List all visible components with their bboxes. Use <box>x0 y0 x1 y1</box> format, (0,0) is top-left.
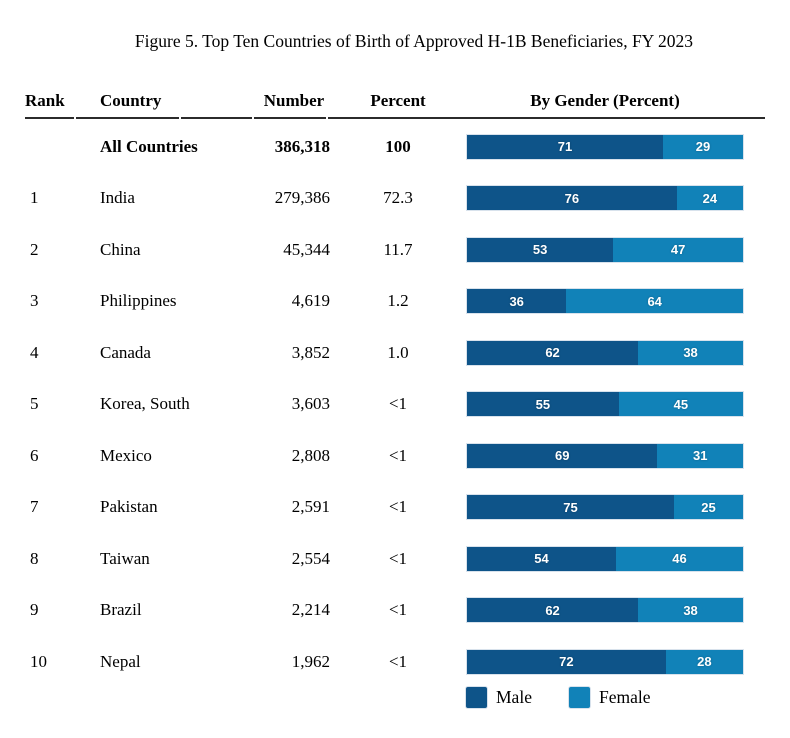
gender-bar <box>466 597 744 623</box>
gender-bar <box>466 391 744 417</box>
legend-male-label: Male <box>496 687 532 707</box>
percent-cell: <1 <box>388 445 408 465</box>
table-row <box>25 121 744 173</box>
male-value: 62 <box>545 602 560 618</box>
female-segment <box>663 135 743 159</box>
gender-bar <box>466 340 744 366</box>
percent-cell: <1 <box>388 651 408 671</box>
country-cell: All Countries <box>100 136 198 156</box>
number-cell: 2,554 <box>291 548 330 568</box>
gender-bar-cell <box>466 340 744 366</box>
gender-bar-cell <box>466 546 744 572</box>
percent-cell: <1 <box>388 548 408 568</box>
female-segment <box>666 650 743 674</box>
male-segment <box>467 341 638 365</box>
rank-cell: 2 <box>30 239 39 259</box>
country-cell: Mexico <box>100 445 152 465</box>
country-cell: Brazil <box>100 600 142 620</box>
female-swatch-icon <box>569 687 590 708</box>
female-segment <box>566 289 743 313</box>
female-value: 45 <box>673 396 689 412</box>
country-cell: India <box>100 188 135 208</box>
rule-segment <box>76 117 179 119</box>
gender-bar-cell <box>466 134 744 160</box>
female-value: 24 <box>702 190 718 206</box>
number-cell: 4,619 <box>291 291 330 311</box>
country-cell: Taiwan <box>100 548 150 568</box>
number-cell: 2,808 <box>291 445 330 465</box>
female-segment <box>638 598 743 622</box>
female-value: 25 <box>701 499 716 515</box>
gender-bar <box>466 237 744 263</box>
gender-legend <box>466 687 650 708</box>
gender-bar <box>466 134 744 160</box>
percent-cell: 72.3 <box>383 188 413 208</box>
figure-title: Figure 5. Top Ten Countries of Birth of Approved H-1B Beneficiaries, FY 2023 <box>134 31 694 51</box>
country-cell: China <box>100 239 141 259</box>
number-cell: 3,852 <box>291 342 330 362</box>
male-segment <box>467 289 566 313</box>
percent-cell: <1 <box>388 600 408 620</box>
male-segment <box>467 392 619 416</box>
header-number: Number <box>263 91 325 110</box>
male-value: 36 <box>509 293 524 309</box>
female-value: 28 <box>697 654 712 670</box>
male-value: 69 <box>554 448 570 464</box>
table-row <box>25 585 744 637</box>
gender-bar-cell <box>466 391 744 417</box>
gender-bar <box>466 185 744 211</box>
rank-cell: 7 <box>30 497 39 517</box>
female-value: 46 <box>672 551 687 567</box>
male-swatch-icon <box>466 687 487 708</box>
female-segment <box>657 444 743 468</box>
header-rule <box>25 117 765 119</box>
rank-cell: 9 <box>30 600 39 620</box>
number-cell: 3,603 <box>291 394 330 414</box>
gender-bar-cell <box>466 649 744 675</box>
female-value: 31 <box>692 448 708 464</box>
number-cell: 45,344 <box>283 239 330 259</box>
female-value: 47 <box>670 242 686 258</box>
rule-segment <box>328 117 765 119</box>
male-value: 76 <box>564 190 580 206</box>
table-body <box>25 121 744 688</box>
legend-female-label: Female <box>598 687 651 707</box>
male-value: 53 <box>532 242 548 258</box>
legend-item-female <box>569 687 651 708</box>
male-segment <box>467 238 613 262</box>
gender-bar-cell <box>466 494 744 520</box>
number-cell: 2,214 <box>291 600 330 620</box>
rank-cell: 6 <box>30 445 39 465</box>
gender-bar-cell <box>466 443 744 469</box>
number-cell: 279,386 <box>274 188 330 208</box>
gender-bar <box>466 288 744 314</box>
male-segment <box>467 547 616 571</box>
male-value: 75 <box>563 499 578 515</box>
female-segment <box>638 341 743 365</box>
male-segment <box>467 186 677 210</box>
header-country: Country <box>100 91 162 110</box>
table-row <box>25 482 744 534</box>
female-value: 64 <box>647 293 662 309</box>
male-value: 72 <box>559 654 574 670</box>
gender-bar-cell <box>466 288 744 314</box>
table-row <box>25 276 744 328</box>
male-value: 54 <box>534 551 549 567</box>
rank-cell: 8 <box>30 548 39 568</box>
rule-segment <box>254 117 326 119</box>
percent-cell: 1.2 <box>387 291 409 311</box>
gender-bar-cell <box>466 237 744 263</box>
male-value: 62 <box>545 345 560 361</box>
number-cell: 1,962 <box>291 651 330 671</box>
female-segment <box>613 238 743 262</box>
rule-segment <box>181 117 252 119</box>
female-segment <box>619 392 743 416</box>
male-value: 55 <box>535 396 551 412</box>
rank-cell: 5 <box>30 394 39 414</box>
female-segment <box>674 495 743 519</box>
gender-bar <box>466 494 744 520</box>
table-row <box>25 224 744 276</box>
rank-cell: 3 <box>30 291 39 311</box>
table-row <box>25 533 744 585</box>
country-cell: Philippines <box>100 291 177 311</box>
male-segment <box>467 650 666 674</box>
percent-cell: <1 <box>388 394 408 414</box>
female-value: 29 <box>695 139 711 155</box>
rule-segment <box>25 117 74 119</box>
percent-cell: 1.0 <box>387 342 409 362</box>
male-segment <box>467 135 663 159</box>
country-cell: Korea, South <box>100 394 190 414</box>
table-row <box>25 379 744 431</box>
table-row <box>25 430 744 482</box>
table-row <box>25 636 744 688</box>
male-segment <box>467 495 674 519</box>
female-segment <box>677 186 743 210</box>
table-row <box>25 173 744 225</box>
female-value: 38 <box>683 602 698 618</box>
percent-cell: 11.7 <box>383 239 413 259</box>
number-cell: 2,591 <box>291 497 330 517</box>
gender-bar-cell <box>466 185 744 211</box>
number-cell: 386,318 <box>274 136 330 156</box>
legend-item-male <box>466 687 532 708</box>
gender-bar <box>466 443 744 469</box>
male-value: 71 <box>557 139 573 155</box>
percent-cell: <1 <box>388 497 408 517</box>
table-row <box>25 327 744 379</box>
country-cell: Canada <box>100 342 151 362</box>
header-percent: Percent <box>370 91 426 110</box>
rank-cell: 4 <box>30 342 39 362</box>
gender-bar <box>466 649 744 675</box>
gender-bar <box>466 546 744 572</box>
percent-cell: 100 <box>385 136 411 156</box>
female-segment <box>616 547 743 571</box>
male-segment <box>467 598 638 622</box>
gender-bar-cell <box>466 597 744 623</box>
country-cell: Pakistan <box>100 497 158 517</box>
female-value: 38 <box>683 345 698 361</box>
header-gender: By Gender (Percent) <box>530 91 680 110</box>
table-header <box>25 91 744 111</box>
header-rank: Rank <box>25 91 65 110</box>
country-cell: Nepal <box>100 651 141 671</box>
male-segment <box>467 444 657 468</box>
rank-cell: 1 <box>30 188 39 208</box>
rank-cell: 10 <box>30 651 47 671</box>
